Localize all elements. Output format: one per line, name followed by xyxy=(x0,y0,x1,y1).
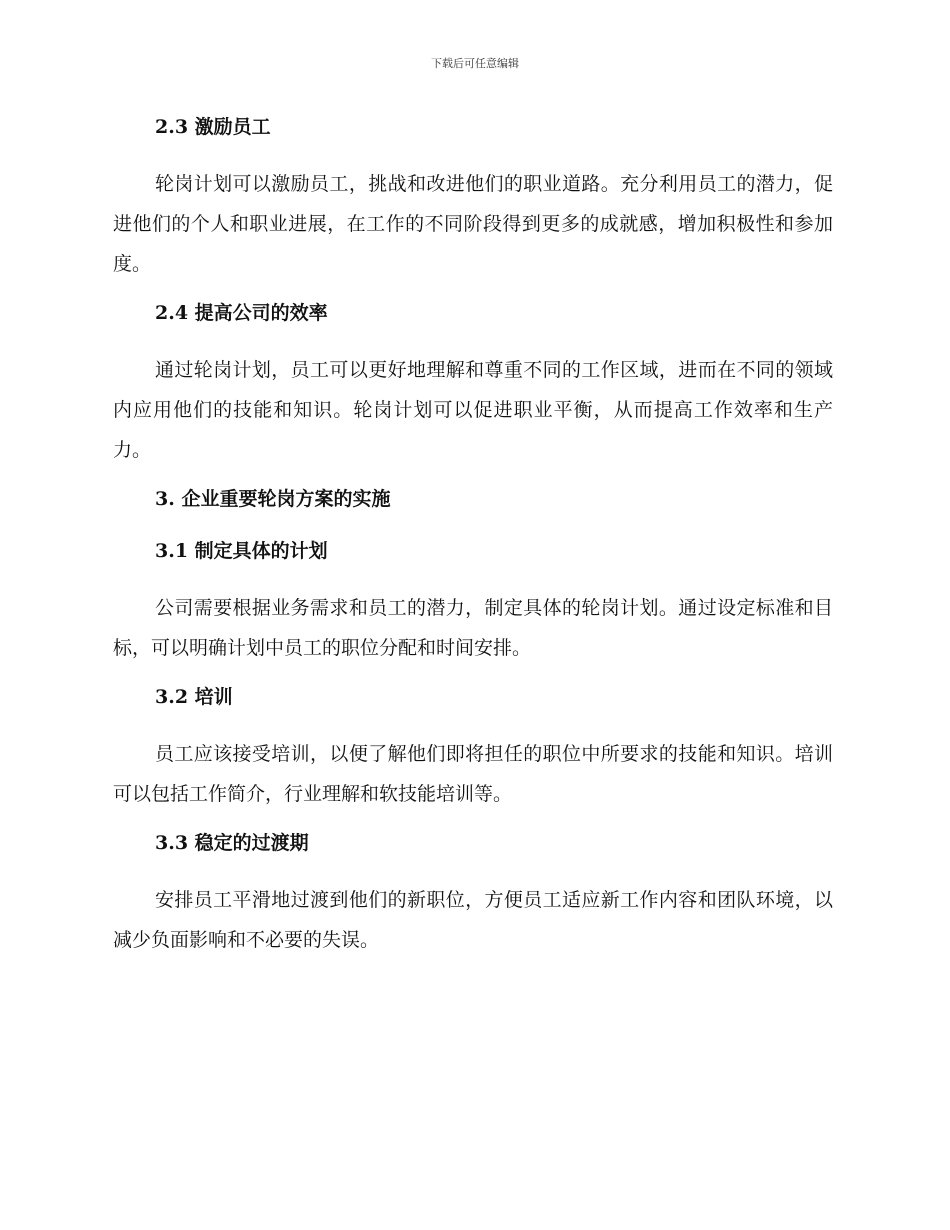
section-paragraph-3-2: 员工应该接受培训，以便了解他们即将担任的职位中所要求的技能和知识。培训可以包括工作简介，行业理解和软技能培训等。 xyxy=(113,743,833,805)
section-heading-2-3: 2.3 激励员工 xyxy=(155,116,271,138)
section-heading-3-1: 3.1 制定具体的计划 xyxy=(155,540,328,562)
section-paragraph-2-3: 轮岗计划可以激励员工，挑战和改进他们的职业道路。充分利用员工的潜力，促进他们的个人和职业进展，在工作的不同阶段得到更多的成就感，增加积极性和参加度。 xyxy=(113,173,833,275)
document-body xyxy=(113,112,833,960)
section-heading-2-4: 2.4 提高公司的效率 xyxy=(155,302,328,324)
page-header: 下载后可任意编辑 xyxy=(431,57,519,70)
section-paragraph-3-3: 安排员工平滑地过渡到他们的新职位，方便员工适应新工作内容和团队环境，以减少负面影响和不必要的失误。 xyxy=(113,889,833,951)
section-paragraph-2-4: 通过轮岗计划，员工可以更好地理解和尊重不同的工作区域，进而在不同的领域内应用他们的技能和知识。轮岗计划可以促进职业平衡，从而提高工作效率和生产力。 xyxy=(113,359,833,461)
section-heading-3: 3. 企业重要轮岗方案的实施 xyxy=(155,488,391,510)
section-heading-3-2: 3.2 培训 xyxy=(155,686,233,708)
section-paragraph-3-1: 公司需要根据业务需求和员工的潜力，制定具体的轮岗计划。通过设定标准和目标，可以明确计划中员工的职位分配和时间安排。 xyxy=(113,597,833,659)
section-heading-3-3: 3.3 稳定的过渡期 xyxy=(155,832,309,854)
